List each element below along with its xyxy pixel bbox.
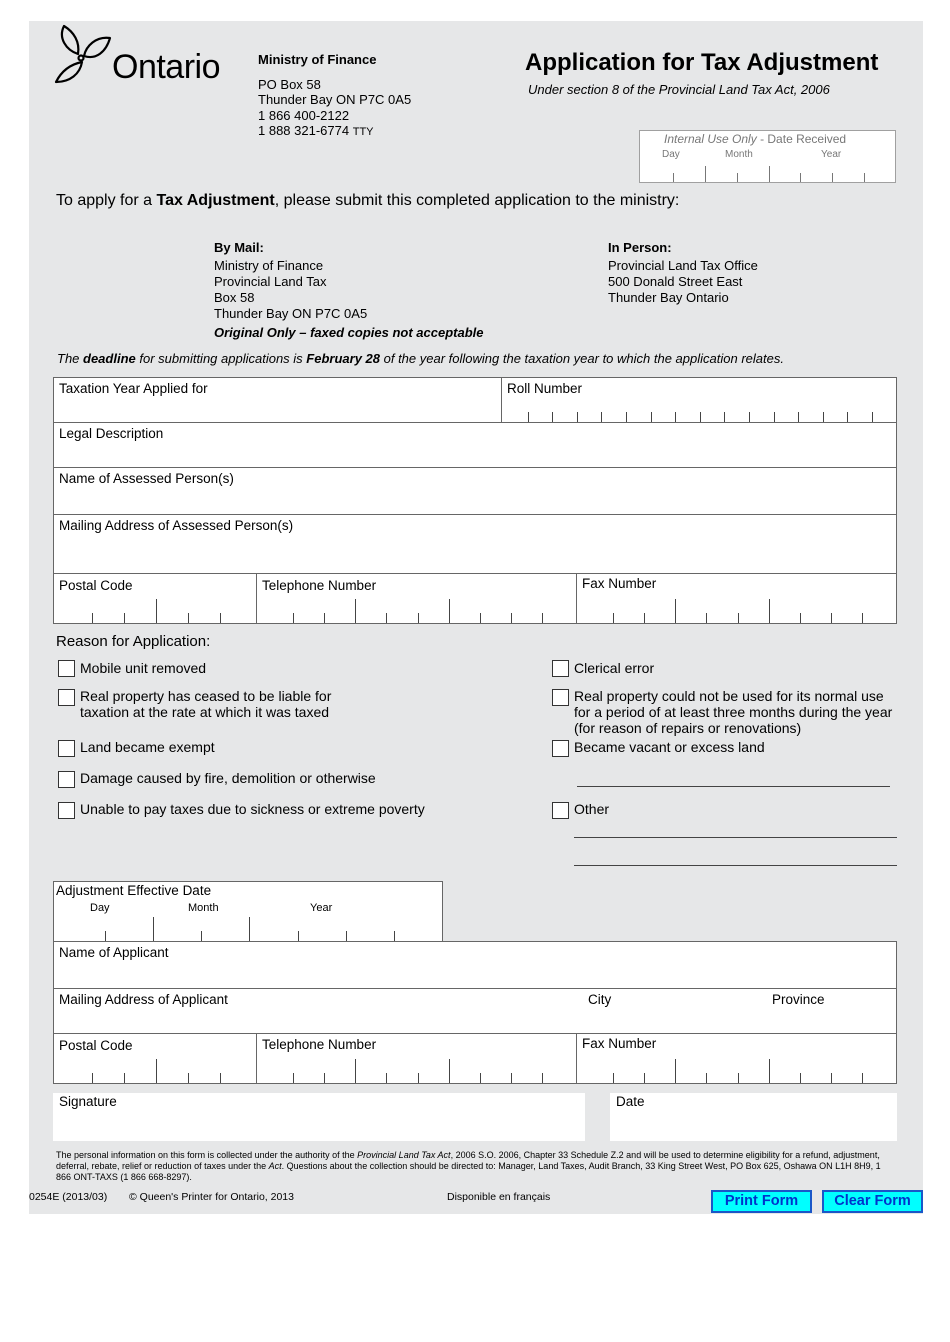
internal-month-label: Month <box>725 149 753 160</box>
applicant-postal-code-label: Postal Code <box>59 1038 133 1053</box>
ontario-logo <box>52 24 234 86</box>
legal-description-label: Legal Description <box>59 426 164 441</box>
ontario-wordmark: Ontario <box>112 48 220 86</box>
tty-label: TTY <box>352 126 374 138</box>
form-number: 0254E (2013/03) <box>29 1191 108 1203</box>
by-mail-line: Ministry of Finance <box>214 258 324 273</box>
other-label: Other <box>574 801 610 817</box>
city-label: City <box>588 992 612 1007</box>
reason-heading: Reason for Application: <box>56 633 211 650</box>
in-person-line: Thunder Bay Ontario <box>608 290 729 305</box>
assessed-address-label: Mailing Address of Assessed Person(s) <box>59 518 294 533</box>
postal-code-label: Postal Code <box>59 578 133 593</box>
ceased-liable-label: Real property has ceased to be liable for taxation at the rate at which it was taxed <box>80 688 332 720</box>
in-person-heading: In Person: <box>608 240 672 255</box>
adjustment-date-field[interactable] <box>53 881 443 942</box>
clear-form-button[interactable]: Clear Form <box>822 1190 923 1213</box>
by-mail-line: Box 58 <box>214 290 255 305</box>
ceased-liable-checkbox[interactable] <box>58 689 75 706</box>
ministry-block <box>258 52 458 141</box>
in-person-line: 500 Donald Street East <box>608 274 743 289</box>
internal-use-label: Internal Use Only - Date Received <box>664 132 847 146</box>
applicant-fax-field[interactable] <box>576 1033 897 1084</box>
print-form-button[interactable]: Print Form <box>711 1190 812 1213</box>
roll-number-field[interactable] <box>501 377 897 423</box>
by-mail-block <box>214 240 514 341</box>
applicant-address-label: Mailing Address of Applicant <box>59 992 228 1007</box>
trillium-icon <box>52 24 114 86</box>
applicant-name-field[interactable] <box>53 941 897 989</box>
page-subtitle: Under section 8 of the Provincial Land Tax Act, 2006 <box>528 82 830 97</box>
ministry-phone: 1 866 400-2122 <box>258 107 350 123</box>
ministry-address-line: PO Box 58 <box>258 76 321 92</box>
applicant-name-label: Name of Applicant <box>59 945 169 960</box>
internal-year-label: Year <box>821 149 842 160</box>
intro-bold: Tax Adjustment <box>156 192 275 209</box>
by-mail-line: Thunder Bay ON P7C 0A5 <box>214 306 368 321</box>
roll-number-label: Roll Number <box>507 381 583 396</box>
fax-label: Fax Number <box>582 576 657 591</box>
postal-code-field[interactable] <box>53 573 257 624</box>
date-field[interactable] <box>610 1093 897 1141</box>
ministry-name: Ministry of Finance <box>258 52 377 67</box>
applicant-telephone-label: Telephone Number <box>262 1037 377 1052</box>
assessed-name-field[interactable] <box>53 467 897 515</box>
fax-field[interactable] <box>576 573 897 624</box>
clerical-error-checkbox[interactable] <box>552 660 569 677</box>
damage-checkbox[interactable] <box>58 771 75 788</box>
applicant-telephone-field[interactable] <box>256 1033 577 1084</box>
adjustment-date-label: Adjustment Effective Date <box>56 883 212 898</box>
land-exempt-label: Land became exempt <box>80 739 215 755</box>
normal-use-label: Real property could not be used for its normal use for a period of at least three months during the year (for reason of repairs or renovations) <box>574 688 893 736</box>
unable-to-pay-label: Unable to pay taxes due to sickness or extreme poverty <box>80 801 425 817</box>
other-line[interactable] <box>574 837 897 838</box>
adjustment-day-label: Day <box>90 902 110 914</box>
adjustment-month-label: Month <box>188 902 219 914</box>
normal-use-checkbox[interactable] <box>552 689 569 706</box>
in-person-line: Provincial Land Tax Office <box>608 258 758 273</box>
page-title: Application for Tax Adjustment <box>525 49 879 76</box>
legal-description-field[interactable] <box>53 422 897 468</box>
ministry-tty-line <box>258 123 458 141</box>
telephone-field[interactable] <box>256 573 577 624</box>
vacant-land-label: Became vacant or excess land <box>574 739 765 755</box>
telephone-label: Telephone Number <box>262 578 377 593</box>
in-person-block <box>608 240 868 306</box>
privacy-notice: The personal information on this form is collected under the authority of the Provincial Land Tax Act, 2006 S.O. 2006, Chapter 33 Schedule Z.2 and will be used to determine eligibility for a refund, adjustment, deferral, rebate, relief or reduction of taxes under the Act. Questions about the collection should be directed to: Manager, Land Taxes, Audit Branch, 33 King Street West, PO Box 625, Oshawa ON L1H 8H9, 1 866 ONT-TAXS (1 866 668-8297). <box>56 1150 881 1182</box>
by-mail-line: Provincial Land Tax <box>214 274 327 289</box>
mobile-unit-checkbox[interactable] <box>58 660 75 677</box>
other-checkbox[interactable] <box>552 802 569 819</box>
intro-text: To apply for a Tax Adjustment, please submit this completed application to the ministry: <box>56 192 680 209</box>
assessed-address-field[interactable] <box>53 514 897 574</box>
unable-to-pay-checkbox[interactable] <box>58 802 75 819</box>
other-line[interactable] <box>574 865 897 866</box>
internal-use-box <box>639 130 896 183</box>
by-mail-heading: By Mail: <box>214 240 264 255</box>
signature-field[interactable] <box>53 1093 585 1141</box>
applicant-postal-code-field[interactable] <box>53 1033 257 1084</box>
taxation-year-label: Taxation Year Applied for <box>59 381 208 396</box>
other-line <box>577 786 890 787</box>
ministry-address-line: Thunder Bay ON P7C 0A5 <box>258 92 412 107</box>
damage-label: Damage caused by fire, demolition or otherwise <box>80 770 376 786</box>
province-label: Province <box>772 992 825 1007</box>
deadline-text: The deadline for submitting applications is February 28 of the year following the taxation year to which the application relates. <box>57 351 784 366</box>
signature-label: Signature <box>59 1094 117 1109</box>
assessed-name-label: Name of Assessed Person(s) <box>59 471 234 486</box>
applicant-address-field[interactable] <box>53 988 897 1034</box>
land-exempt-checkbox[interactable] <box>58 740 75 757</box>
mobile-unit-label: Mobile unit removed <box>80 660 207 676</box>
ministry-tty: 1 888 321-6774 <box>258 123 350 138</box>
copyright: © Queen's Printer for Ontario, 2013 <box>129 1191 294 1203</box>
taxation-year-field[interactable] <box>53 377 502 423</box>
vacant-land-checkbox[interactable] <box>552 740 569 757</box>
french-availability: Disponible en français <box>447 1191 551 1203</box>
applicant-fax-label: Fax Number <box>582 1036 657 1051</box>
adjustment-year-label: Year <box>310 902 333 914</box>
by-mail-note: Original Only – faxed copies not acceptable <box>214 325 484 340</box>
clerical-error-label: Clerical error <box>574 660 655 676</box>
date-label: Date <box>616 1094 645 1109</box>
internal-day-label: Day <box>662 149 680 160</box>
